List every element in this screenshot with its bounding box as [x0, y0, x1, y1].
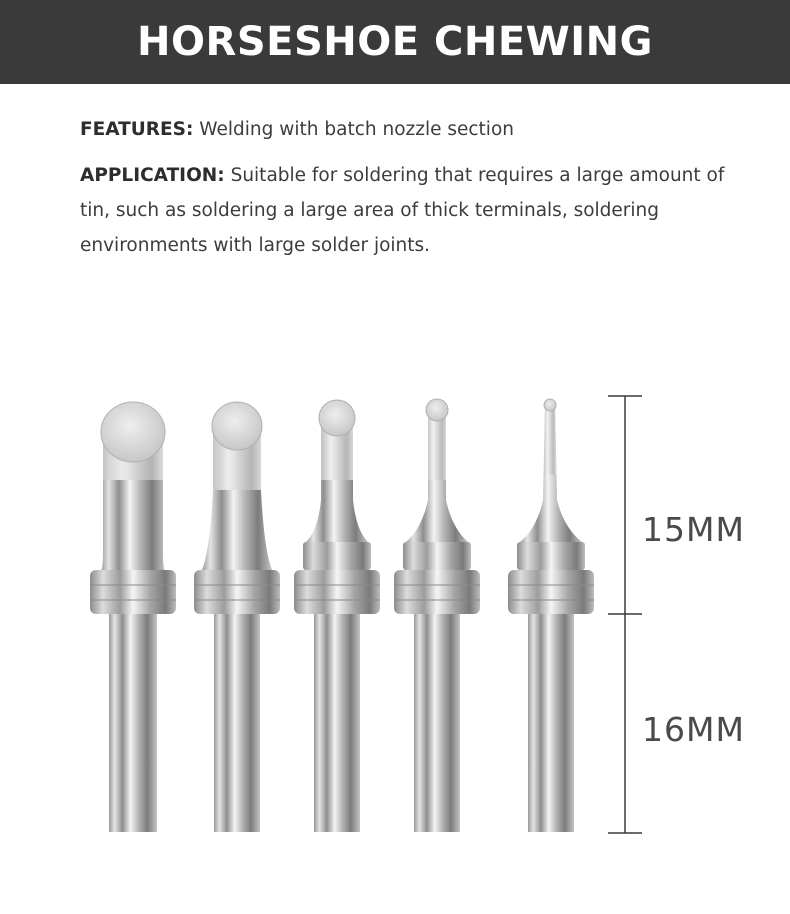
tip-2: [194, 402, 280, 832]
features-label: FEATURES:: [80, 119, 194, 140]
tip-5: [508, 399, 594, 832]
title-banner: [0, 0, 790, 84]
application-text: Suitable for soldering that requires a large amount of tin, such as soldering a large area of thick terminals, soldering environments with large solder joints.: [80, 165, 725, 256]
upper-dimension-label: 15MM: [642, 510, 745, 549]
dimension-marker: [608, 396, 642, 833]
application-line: [80, 158, 730, 263]
tip-1: [90, 402, 176, 832]
soldering-tips-illustration: [0, 380, 790, 850]
page-title: HORSESHOE CHEWING: [137, 19, 653, 65]
tip-4: [394, 399, 480, 832]
lower-dimension-label: 16MM: [642, 710, 745, 749]
soldering-tips-figure: [0, 380, 790, 850]
tip-3: [294, 400, 380, 832]
application-label: APPLICATION:: [80, 165, 225, 186]
features-text: Welding with batch nozzle section: [199, 119, 514, 140]
features-line: [80, 112, 730, 147]
description-block: [80, 112, 730, 263]
